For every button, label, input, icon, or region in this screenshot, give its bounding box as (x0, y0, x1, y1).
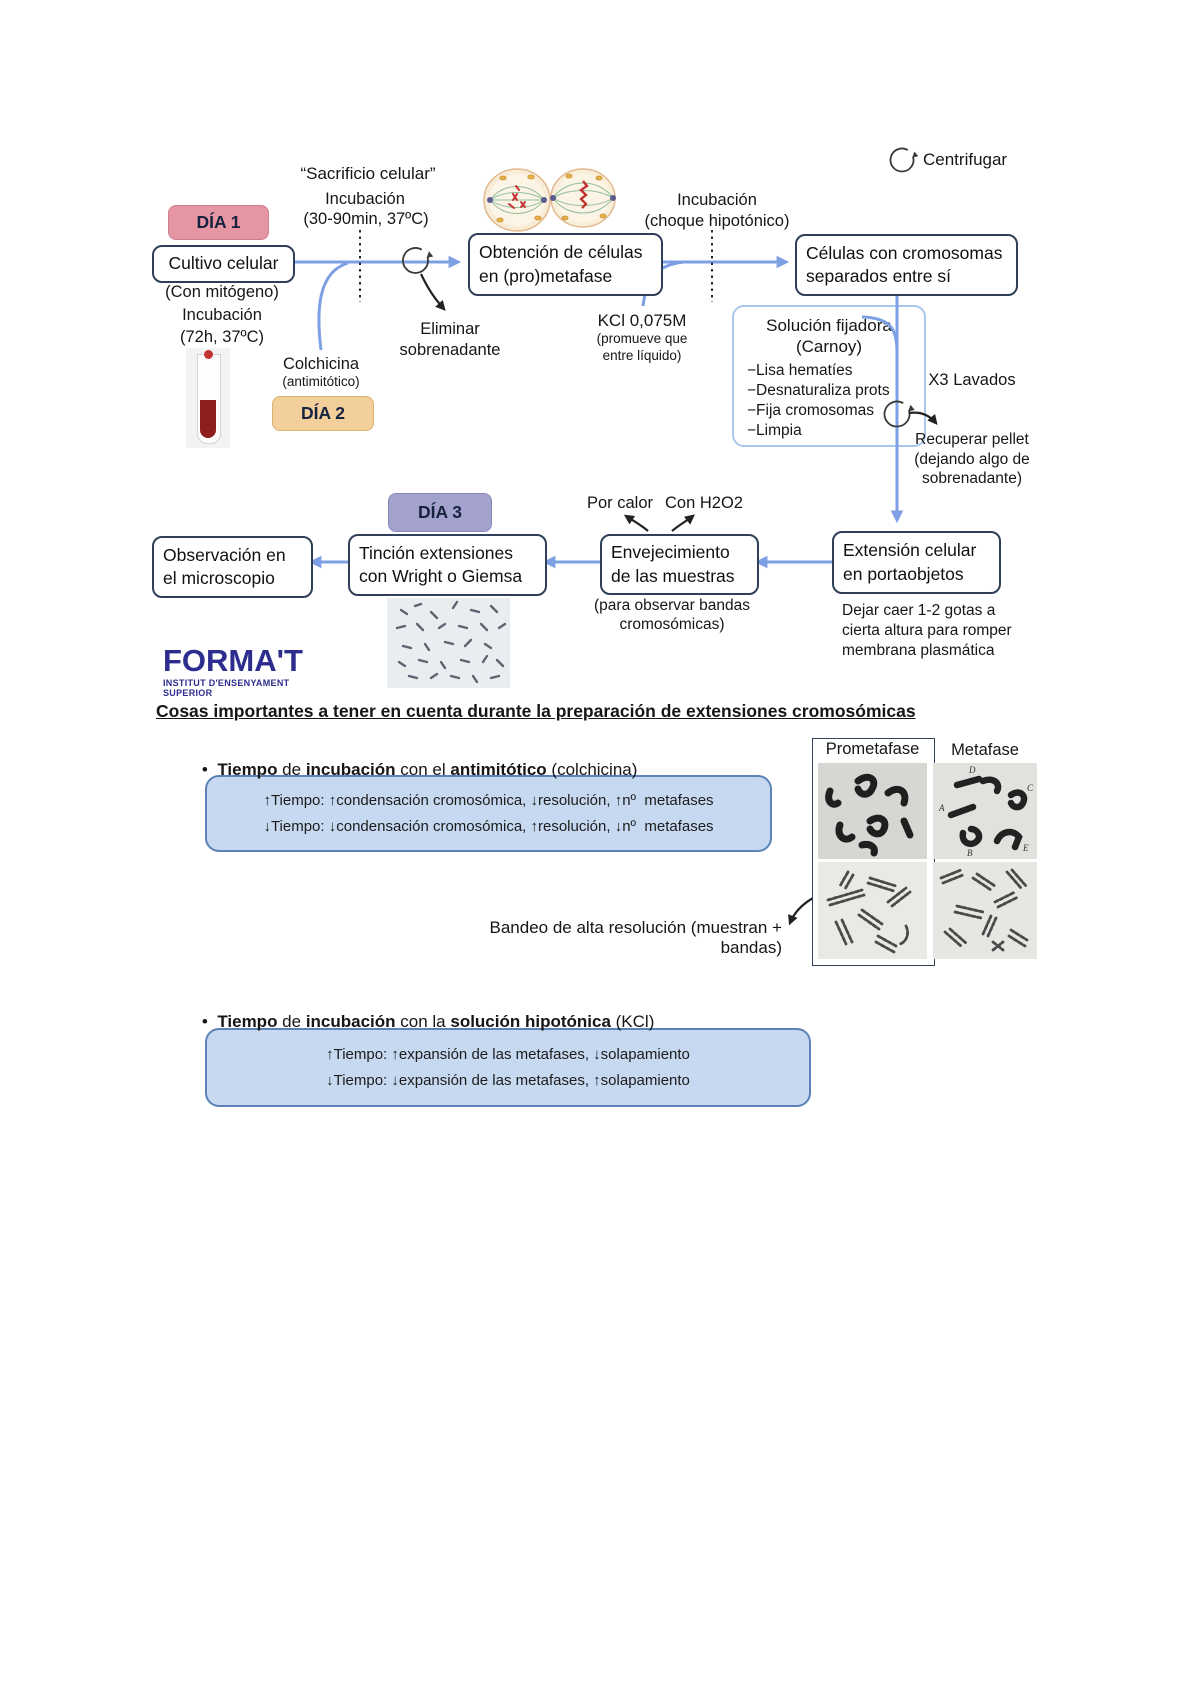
cultivo-mitogeno: (Con mitógeno) (165, 283, 279, 301)
infobox1-line2: ↓Tiempo: ↓condensación cromosómica, ↑resolución, ↓nº metafases (263, 818, 714, 835)
prometafase-condensed-image (818, 763, 927, 859)
fijadora-item: −Limpia (747, 421, 802, 439)
eliminar-line1: Eliminar (420, 320, 480, 338)
envejecimiento-line1: Envejecimiento (611, 542, 730, 563)
arrow-to-con-h2o2 (672, 516, 693, 531)
por-calor-label: Por calor (586, 494, 654, 512)
bullet-antimitotico (183, 740, 637, 800)
metafase-banded-image (933, 862, 1037, 959)
arrow-to-por-calor (626, 516, 648, 531)
extension-note3: membrana plasmática (842, 642, 995, 659)
recuperar-pellet-line1: Recuperar pellet (915, 431, 1029, 448)
envejecimiento-line2: de las muestras (611, 565, 735, 586)
envejecimiento-box (600, 534, 759, 595)
bullet2-text1: de (277, 1012, 306, 1031)
bullet2-bold1: Tiempo (217, 1012, 278, 1031)
cultivo-celular-box (152, 245, 295, 283)
metafase-bottom-svg (933, 862, 1037, 959)
bullet1-text1: de (277, 760, 306, 779)
observacion-line2: el microscopio (163, 568, 275, 588)
extension-line1: Extensión celular (843, 540, 977, 561)
obtencion-celulas-box (468, 233, 663, 296)
infobox2-line2: ↓Tiempo: ↓expansión de las metafases, ↑solapamiento (326, 1072, 690, 1089)
fijadora-item: −Lisa hematíes (747, 361, 853, 379)
fijadora-title: Solución fijadora (766, 316, 892, 335)
eliminar-line2: sobrenadante (399, 341, 501, 359)
svg-text:D: D (969, 765, 976, 775)
tincion-line1: Tinción extensiones (359, 542, 514, 563)
svg-text:E: E (1023, 843, 1029, 853)
con-h2o2-label: Con H2O2 (665, 494, 743, 512)
arrow-to-bandeo (790, 898, 813, 923)
fijadora-item: −Desnaturaliza prots (747, 381, 890, 399)
bullet-marker: • (201, 760, 208, 779)
centrifuge-legend-label: Centrifugar (923, 150, 1008, 169)
prometafase-label: Prometafase (825, 740, 920, 758)
mitosis-cells-svg (483, 166, 618, 232)
svg-text:C: C (1027, 783, 1034, 793)
notes-heading: Cosas importantes a tener en cuenta durante la preparación de extensiones cromosómicas (156, 701, 916, 721)
prometafase-banded-image (818, 862, 927, 959)
kcl-note2: entre líquido) (602, 348, 682, 363)
fijadora-subtitle: (Carnoy) (795, 337, 863, 357)
recuperar-pellet-line2: (dejando algo de (914, 451, 1030, 468)
svg-text:A: A (939, 803, 945, 813)
tube-blood (200, 400, 216, 438)
kcl-note1: (promueve que (596, 331, 688, 346)
format-logo-name: FORMA'T (163, 643, 303, 678)
fijadora-item: −Fija cromosomas (747, 401, 875, 419)
blood-tube-image (186, 348, 230, 448)
metafase-label: Metafase (951, 741, 1019, 759)
observacion-line1: Observación en (163, 544, 286, 565)
infobox2-line1: ↑Tiempo: ↑expansión de las metafases, ↓solapamiento (326, 1046, 690, 1063)
giemsa-spread-image (387, 598, 510, 688)
tincion-line2: con Wright o Giemsa (359, 566, 523, 586)
prometafase-bottom-svg (818, 862, 927, 959)
bullet2-bold2: incubación (305, 1012, 396, 1031)
colchicina-label: Colchicina (282, 355, 360, 373)
sacrificio-condiciones: (30-90min, 37ºC) (303, 210, 429, 228)
bullet1-bold3: antimitótico (450, 760, 547, 779)
day1-badge: DÍA 1 (168, 205, 269, 240)
metafase-top-svg (933, 763, 1037, 859)
colchicina-note: (antimitótico) (282, 374, 360, 389)
bullet2-bold3: solución hipotónica (450, 1012, 611, 1031)
mitosis-cells-image (483, 166, 618, 232)
metafase-condensed-image (933, 763, 1037, 859)
fijadora-list (734, 361, 924, 442)
bullet1-bold1: Tiempo (217, 760, 278, 779)
bullet1-text3: (colchicina) (546, 760, 638, 779)
obtencion-line2: en (pro)metafase (479, 265, 613, 286)
svg-text:B: B (967, 848, 973, 858)
bandeo-note: Bandeo de alta resolución (muestran + bandas) (489, 918, 782, 958)
infobox1-line1: ↑Tiempo: ↑condensación cromosómica, ↓resolución, ↑nº metafases (263, 792, 714, 809)
centrifuge-legend-icon (890, 148, 918, 171)
tube-cap (204, 350, 213, 359)
bullet2-text3: (KCl) (610, 1012, 655, 1031)
day3-badge: DÍA 3 (388, 493, 492, 532)
tincion-box (348, 534, 547, 596)
solucion-fijadora-box (732, 305, 926, 447)
bullet-hipotonica (183, 992, 654, 1052)
format-logo-subtitle: INSTITUT D'ENSENYAMENT SUPERIOR (163, 678, 290, 698)
prometafase-top-svg (818, 763, 927, 859)
day2-badge: DÍA 2 (272, 396, 374, 431)
cultivo-incubacion: Incubación (182, 306, 262, 324)
observacion-box (152, 536, 313, 598)
hipotonico-incubacion: Incubación (677, 191, 757, 209)
bullet-marker: • (201, 1012, 208, 1031)
celulas-cromosomas-box (795, 234, 1018, 296)
arrow-to-eliminar (421, 274, 444, 309)
centrifuge-icon (403, 248, 433, 273)
line-colchicina-join (319, 263, 348, 350)
cultivo-condiciones: (72h, 37ºC) (180, 328, 264, 346)
obtencion-line1: Obtención de células (479, 242, 643, 263)
bullet2-text2: con la (395, 1012, 451, 1031)
envejecimiento-note2: cromosómicas) (619, 616, 725, 633)
giemsa-spread-svg (387, 598, 510, 688)
extension-celular-box (832, 531, 1001, 594)
bullet1-text2: con el (395, 760, 451, 779)
cultivo-celular-label: Cultivo celular (168, 253, 279, 274)
bullet1-bold2: incubación (305, 760, 396, 779)
format-logo (163, 645, 333, 698)
envejecimiento-note1: (para observar bandas (594, 597, 750, 614)
hipotonico-note: (choque hipotónico) (644, 212, 790, 230)
extension-line2: en portaobjetos (843, 563, 964, 584)
recuperar-pellet-line3: sobrenadante) (922, 470, 1022, 487)
celulas-line2: separados entre sí (806, 266, 951, 286)
celulas-line1: Células con cromosomas (806, 242, 1003, 263)
extension-note1: Dejar caer 1-2 gotas a (842, 602, 996, 619)
sacrificio-quote: “Sacrificio celular” (300, 164, 436, 183)
kcl-label: KCl 0,075M (597, 311, 687, 330)
x3-lavados-label: X3 Lavados (928, 371, 1016, 389)
extension-note2: cierta altura para romper (842, 622, 1012, 639)
sacrificio-incubacion: Incubación (325, 190, 405, 208)
